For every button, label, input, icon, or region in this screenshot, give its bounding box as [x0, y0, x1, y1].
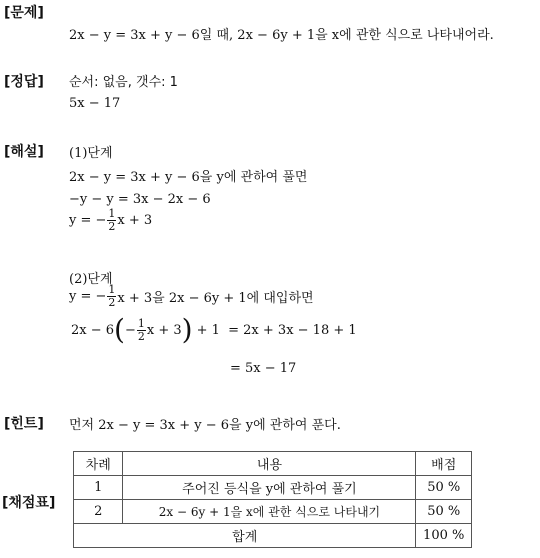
- row-content: 주어진 등식을 y에 관하여 풀기: [123, 476, 416, 500]
- fraction-numerator: 1: [108, 207, 116, 220]
- table-header-row: [74, 452, 472, 476]
- left-paren: (: [114, 313, 125, 346]
- step1-line3-suffix: x + 3: [117, 213, 153, 228]
- hint-text: 먼저 2x − y = 3x + y − 6을 y에 관하여 푼다.: [69, 418, 341, 433]
- row-order: 2: [74, 500, 123, 524]
- hint-label: [힌트]: [4, 416, 44, 432]
- fraction-one-half: [137, 318, 146, 343]
- step2-line1-prefix: y = −: [69, 289, 107, 304]
- table-row: [74, 476, 472, 500]
- fraction-denominator: 2: [108, 220, 116, 233]
- step1-line3-prefix: y = −: [69, 213, 107, 228]
- step1-line1: 2x − y = 3x + y − 6을 y에 관하여 풀면: [69, 170, 308, 185]
- step1-title: (1)단계: [69, 146, 113, 161]
- row-points: 50 %: [416, 476, 472, 500]
- fraction-one-half: [107, 208, 116, 233]
- row-content: 2x − 6y + 1을 x에 관한 식으로 나타내기: [123, 500, 416, 524]
- right-paren: ): [181, 313, 193, 346]
- answer-value: 5x − 17: [69, 96, 121, 111]
- table-row: [74, 500, 472, 524]
- answer-meta: 순서: 없음, 갯수: 1: [69, 75, 178, 90]
- header-points: 배점: [416, 452, 472, 476]
- answer-label: [정답]: [4, 74, 44, 90]
- step2-line2-suffix: + 1 = 2x + 3x − 18 + 1: [196, 322, 357, 338]
- header-order: 차례: [74, 452, 123, 476]
- row-points: 50 %: [416, 500, 472, 524]
- step2-line3: = 5x − 17: [230, 361, 297, 376]
- step2-line2-inner-suffix: x + 3: [146, 322, 182, 338]
- total-value: 100 %: [416, 524, 472, 548]
- header-content: 내용: [123, 452, 416, 476]
- step2-title: (2)단계: [69, 272, 113, 287]
- scoring-table: [73, 451, 472, 548]
- problem-label: [문제]: [4, 5, 44, 21]
- step2-line1-suffix: x + 3을 2x − 6y + 1에 대입하면: [117, 291, 314, 306]
- fraction-numerator: 1: [108, 283, 116, 296]
- step1-line3: [69, 208, 152, 233]
- step2-line1: [69, 284, 314, 309]
- problem-text: 2x − y = 3x + y − 6일 때, 2x − 6y + 1을 x에 관한 식으로 나타내어라.: [69, 28, 494, 43]
- fraction-one-half: [107, 284, 116, 309]
- fraction-numerator: 1: [137, 316, 145, 330]
- step2-line2-inner-prefix: −: [124, 322, 136, 338]
- row-order: 1: [74, 476, 123, 500]
- step2-line2-prefix: 2x − 6: [71, 322, 115, 338]
- step1-line2: −y − y = 3x − 2x − 6: [69, 192, 211, 207]
- scoring-label: [채점표]: [2, 495, 56, 511]
- step2-line2: [71, 313, 357, 346]
- fraction-denominator: 2: [137, 329, 145, 343]
- fraction-denominator: 2: [108, 296, 116, 309]
- table-total-row: [74, 524, 472, 548]
- total-label: 합계: [74, 524, 416, 548]
- solution-label: [해설]: [4, 144, 44, 160]
